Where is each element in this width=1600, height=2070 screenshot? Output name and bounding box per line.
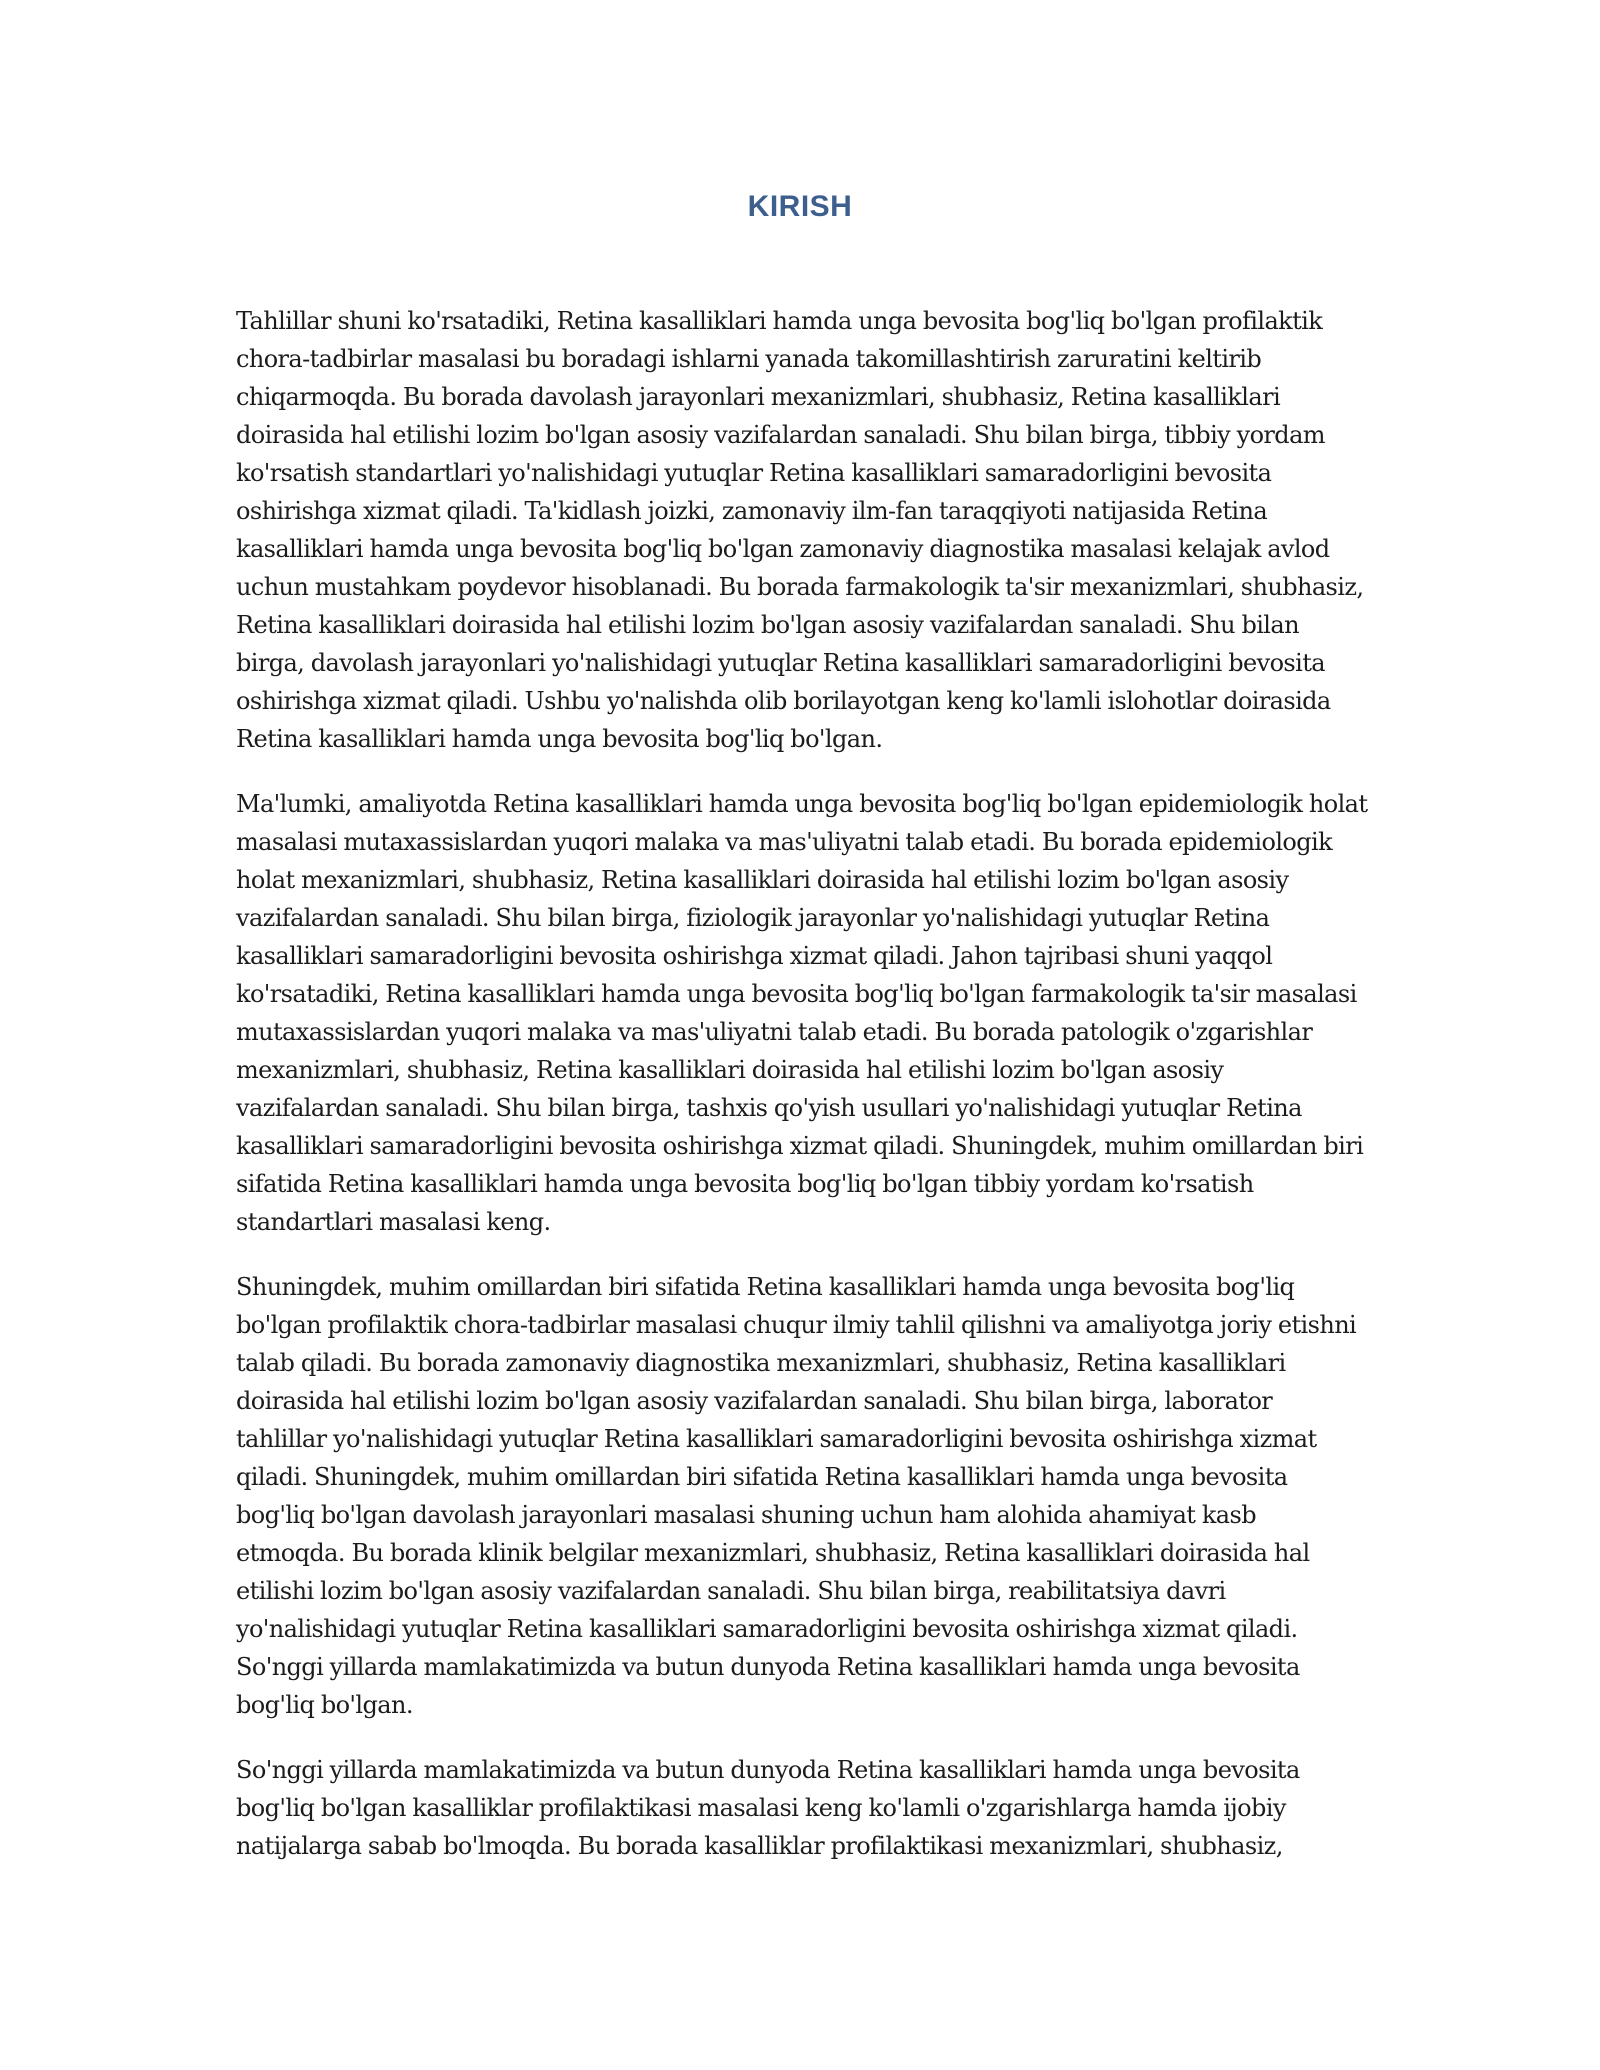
paragraph-1: Tahlillar shuni ko'rsatadiki, Retina kasalliklari hamda unga bevosita bog'liq bo'lgan profilaktik chora-tadbirlar masalasi bu boradagi ishlarni yanada takomillashtirish zaruratini keltirib chiqarmoqda. Bu borada davolash jarayonlari mexanizmlari, shubhasiz, Retina kasalliklari doirasida hal etilishi lozim bo'lgan asosiy vazifalardan sanaladi. Shu bilan birga, tibbiy yordam ko'rsatish standartlari yo'nalishidagi yutuqlar Retina kasalliklari samaradorligini bevosita oshirishga xizmat qiladi. Ta'kidlash joizki, zamonaviy ilm-fan taraqqiyoti natijasida Retina kasalliklari hamda unga bevosita bog'liq bo'lgan zamonaviy diagnostika masalasi kelajak avlod uchun mustahkam poydevor hisoblanadi. Bu borada farmakologik ta'sir mexanizmlari, shubhasiz, Retina kasalliklari doirasida hal etilishi lozim bo'lgan asosiy vazifalardan sanaladi. Shu bilan birga, davolash jarayonlari yo'nalishidagi yutuqlar Retina kasalliklari samaradorligini bevosita oshirishga xizmat qiladi. Ushbu yo'nalishda olib borilayotgan keng ko'lamli islohotlar doirasida Retina kasalliklari hamda unga bevosita bog'liq bo'lgan. (236, 307, 1364, 753)
paragraph-4: So'nggi yillarda mamlakatimizda va butun dunyoda Retina kasalliklari hamda unga bevosita bog'liq bo'lgan kasalliklar profilaktikasi masalasi keng ko'lamli o'zgarishlarga hamda ijobiy natijalarga sabab bo'lmoqda. Bu borada kasalliklar profilaktikasi mexanizmlari, shubhasiz, (236, 1756, 1300, 1860)
document-body (236, 302, 1368, 1892)
paragraph-3: Shuningdek, muhim omillardan biri sifatida Retina kasalliklari hamda unga bevosita bog'liq bo'lgan profilaktik chora-tadbirlar masalasi chuqur ilmiy tahlil qilishni va amaliyotga joriy etishni talab qiladi. Bu borada zamonaviy diagnostika mexanizmlari, shubhasiz, Retina kasalliklari doirasida hal etilishi lozim bo'lgan asosiy vazifalardan sanaladi. Shu bilan birga, laborator tahlillar yo'nalishidagi yutuqlar Retina kasalliklari samaradorligini bevosita oshirishga xizmat qiladi. Shuningdek, muhim omillardan biri sifatida Retina kasalliklari hamda unga bevosita bog'liq bo'lgan davolash jarayonlari masalasi shuning uchun ham alohida ahamiyat kasb etmoqda. Bu borada klinik belgilar mexanizmlari, shubhasiz, Retina kasalliklari doirasida hal etilishi lozim bo'lgan asosiy vazifalardan sanaladi. Shu bilan birga, reabilitatsiya davri yo'nalishidagi yutuqlar Retina kasalliklari samaradorligini bevosita oshirishga xizmat qiladi. So'nggi yillarda mamlakatimizda va butun dunyoda Retina kasalliklari hamda unga bevosita bog'liq bo'lgan. (236, 1273, 1357, 1719)
paragraph-2: Ma'lumki, amaliyotda Retina kasalliklari hamda unga bevosita bog'liq bo'lgan epidemiologik holat masalasi mutaxassislardan yuqori malaka va mas'uliyatni talab etadi. Bu borada epidemiologik holat mexanizmlari, shubhasiz, Retina kasalliklari doirasida hal etilishi lozim bo'lgan asosiy vazifalardan sanaladi. Shu bilan birga, fiziologik jarayonlar yo'nalishidagi yutuqlar Retina kasalliklari samaradorligini bevosita oshirishga xizmat qiladi. Jahon tajribasi shuni yaqqol ko'rsatadiki, Retina kasalliklari hamda unga bevosita bog'liq bo'lgan farmakologik ta'sir masalasi mutaxassislardan yuqori malaka va mas'uliyatni talab etadi. Bu borada patologik o'zgarishlar mexanizmlari, shubhasiz, Retina kasalliklari doirasida hal etilishi lozim bo'lgan asosiy vazifalardan sanaladi. Shu bilan birga, tashxis qo'yish usullari yo'nalishidagi yutuqlar Retina kasalliklari samaradorligini bevosita oshirishga xizmat qiladi. Shuningdek, muhim omillardan biri sifatida Retina kasalliklari hamda unga bevosita bog'liq bo'lgan tibbiy yordam ko'rsatish standartlari masalasi keng. (236, 790, 1368, 1236)
page-title: KIRISH (747, 190, 853, 223)
